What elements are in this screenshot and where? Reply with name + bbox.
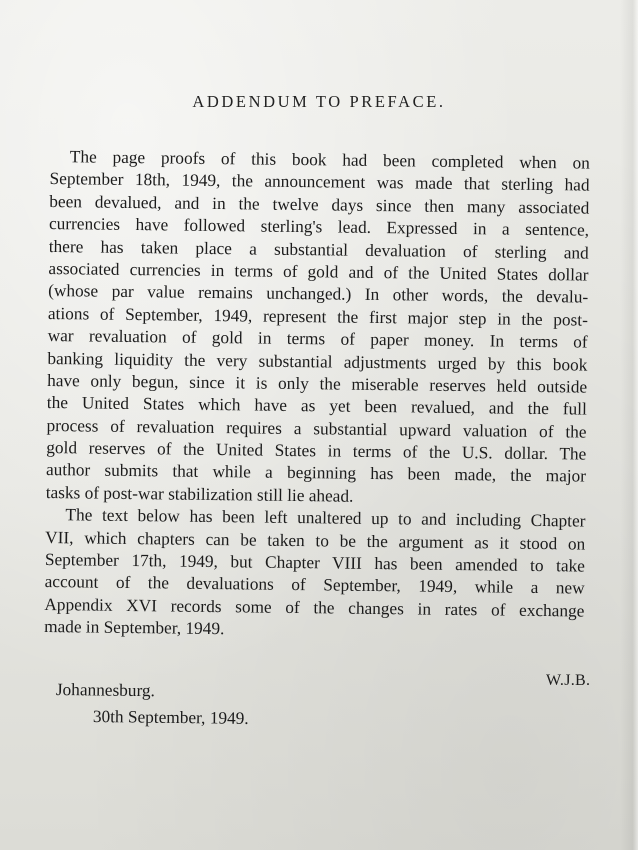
- text-line: associated currencies in terms of gold and of the United States dollar: [48, 258, 589, 285]
- text-line: tasks of post-war stabilization still lie ahead.: [45, 482, 354, 506]
- text-line: there has taken place a substantial devaluation of sterling and: [48, 236, 589, 263]
- text-line: September 18th, 1949, the announcement was made that sterling had: [49, 169, 590, 195]
- text-line: VII, which chapters can be taken to be the argument as it stood on: [45, 527, 586, 554]
- paragraph-2: [44, 504, 586, 645]
- text-line: The text below has been left unaltered up to and including Chapter: [65, 505, 586, 531]
- text-line: ations of September, 1949, represent the first major step in the post-: [47, 303, 589, 330]
- author-signature: W.J.B.: [546, 672, 591, 689]
- text-line: process of revaluation requires a substantial upward valuation of the: [46, 415, 587, 442]
- text-line: gold reserves of the United States in terms of the U.S. dollar. The: [46, 438, 587, 464]
- paragraph-1: [46, 146, 590, 511]
- text-line: Appendix XVI records some of the changes in rates of exchange: [44, 594, 585, 621]
- page-edge-shadow: [620, 0, 638, 850]
- addendum-body: [44, 146, 590, 645]
- text-line: banking liquidity the very substantial adjustments urged by this book: [47, 348, 588, 375]
- text-line: September 17th, 1949, but Chapter VIII has been amended to take: [44, 550, 586, 576]
- text-line: The page proofs of this book had been completed when on: [69, 147, 590, 173]
- text-line: (whose par value remains unchanged.) In other words, the devalu-: [48, 281, 589, 307]
- page-title: ADDENDUM TO PREFACE.: [192, 92, 446, 111]
- text-line: made in September, 1949.: [44, 617, 225, 639]
- text-line: been devalued, and in the twelve days since then many associated: [49, 191, 590, 218]
- place-line: Johannesburg.: [55, 680, 156, 701]
- text-line: author submits that while a beginning has been made, the major: [45, 460, 587, 487]
- date-line: 30th September, 1949.: [92, 707, 249, 728]
- text-line: have only begun, since it is only the miserable reserves held outside: [47, 370, 588, 397]
- text-line: the United States which have as yet been revalued, and the full: [46, 393, 587, 419]
- text-line: currencies have followed sterling's lead. Expressed in a sentence,: [48, 214, 590, 240]
- text-line: war revaluation of gold in terms of paper money. In terms of: [47, 326, 588, 352]
- text-line: account of the devaluations of September, 1949, while a new: [44, 572, 585, 598]
